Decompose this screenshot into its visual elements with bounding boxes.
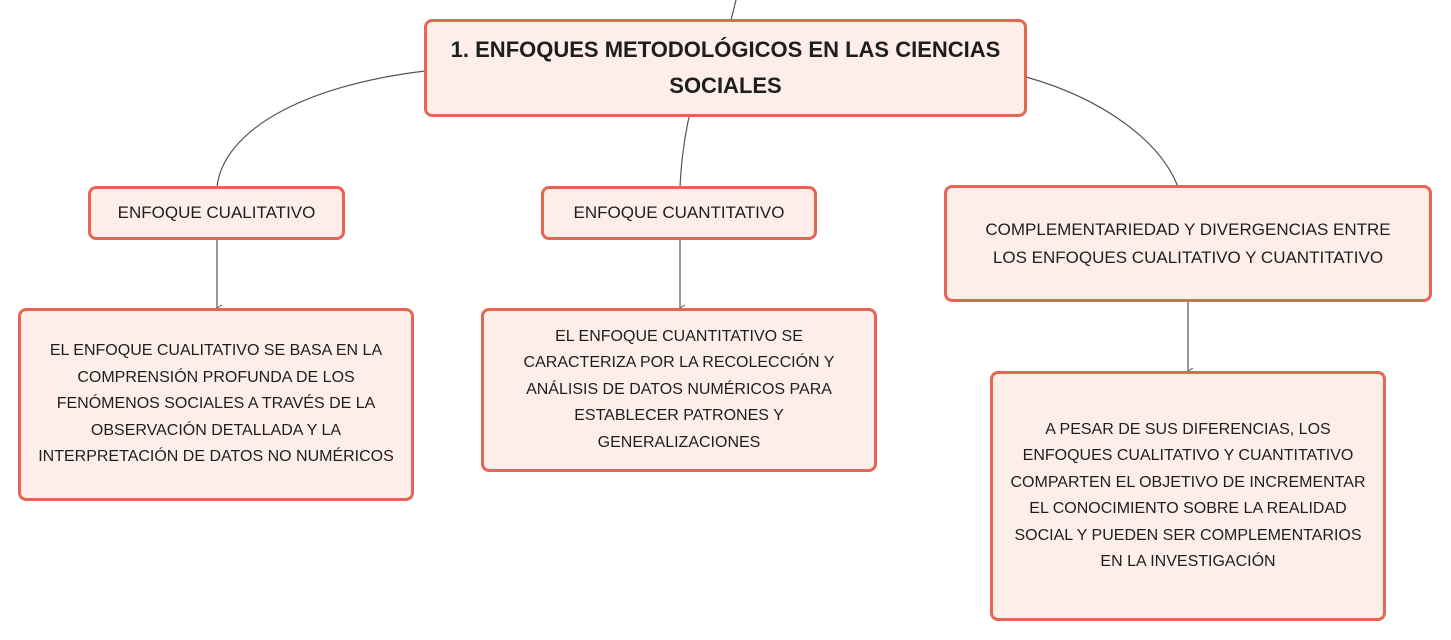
detail-node-cuantitativo[interactable] [481,308,877,472]
connector-parent-to-root [731,0,736,20]
topic-node-cuantitativo[interactable] [541,186,817,240]
topic-node-cualitativo[interactable] [88,186,345,240]
detail-node-cualitativo[interactable] [18,308,414,501]
detail-node-complementariedad[interactable] [990,371,1386,621]
connector-root-to-cualitativo [217,71,425,187]
detail-text: EL ENFOQUE CUANTITATIVO SE CARACTERIZA POR LA RECOLECCIÓN Y ANÁLISIS DE DATOS NUMÉRICOS PARA ESTABLECER PATRONES Y GENERALIZACIONES [523,327,835,451]
connector-root-to-cuantitativo [680,117,689,187]
root-topic-node[interactable] [424,19,1027,117]
topic-label: ENFOQUE CUANTITATIVO [573,203,785,222]
connector-root-to-complementariedad [1026,77,1178,187]
topic-label: ENFOQUE CUALITATIVO [117,203,316,222]
detail-text: A PESAR DE SUS DIFERENCIAS, LOS ENFOQUES CUALITATIVO Y CUANTITATIVO COMPARTEN EL OBJETIVO DE INCREMENTAR EL CONOCIMIENTO SOBRE LA REALIDAD SOCIAL Y PUEDEN SER COMPLEMENTARIOS EN LA INVESTIGACIÓN [1010,420,1366,570]
topic-node-complementariedad[interactable] [944,185,1432,302]
detail-text: EL ENFOQUE CUALITATIVO SE BASA EN LA COMPRENSIÓN PROFUNDA DE LOS FENÓMENOS SOCIALES A TRAVÉS DE LA OBSERVACIÓN DETALLADA Y LA INTERPRETACIÓN DE DATOS NO NUMÉRICOS [38,342,394,466]
root-topic-title: 1. ENFOQUES METODOLÓGICOS EN LAS CIENCIAS SOCIALES [450,37,1001,98]
topic-label: COMPLEMENTARIEDAD Y DIVERGENCIAS ENTRE LOS ENFOQUES CUALITATIVO Y CUANTITATIVO [985,219,1391,267]
